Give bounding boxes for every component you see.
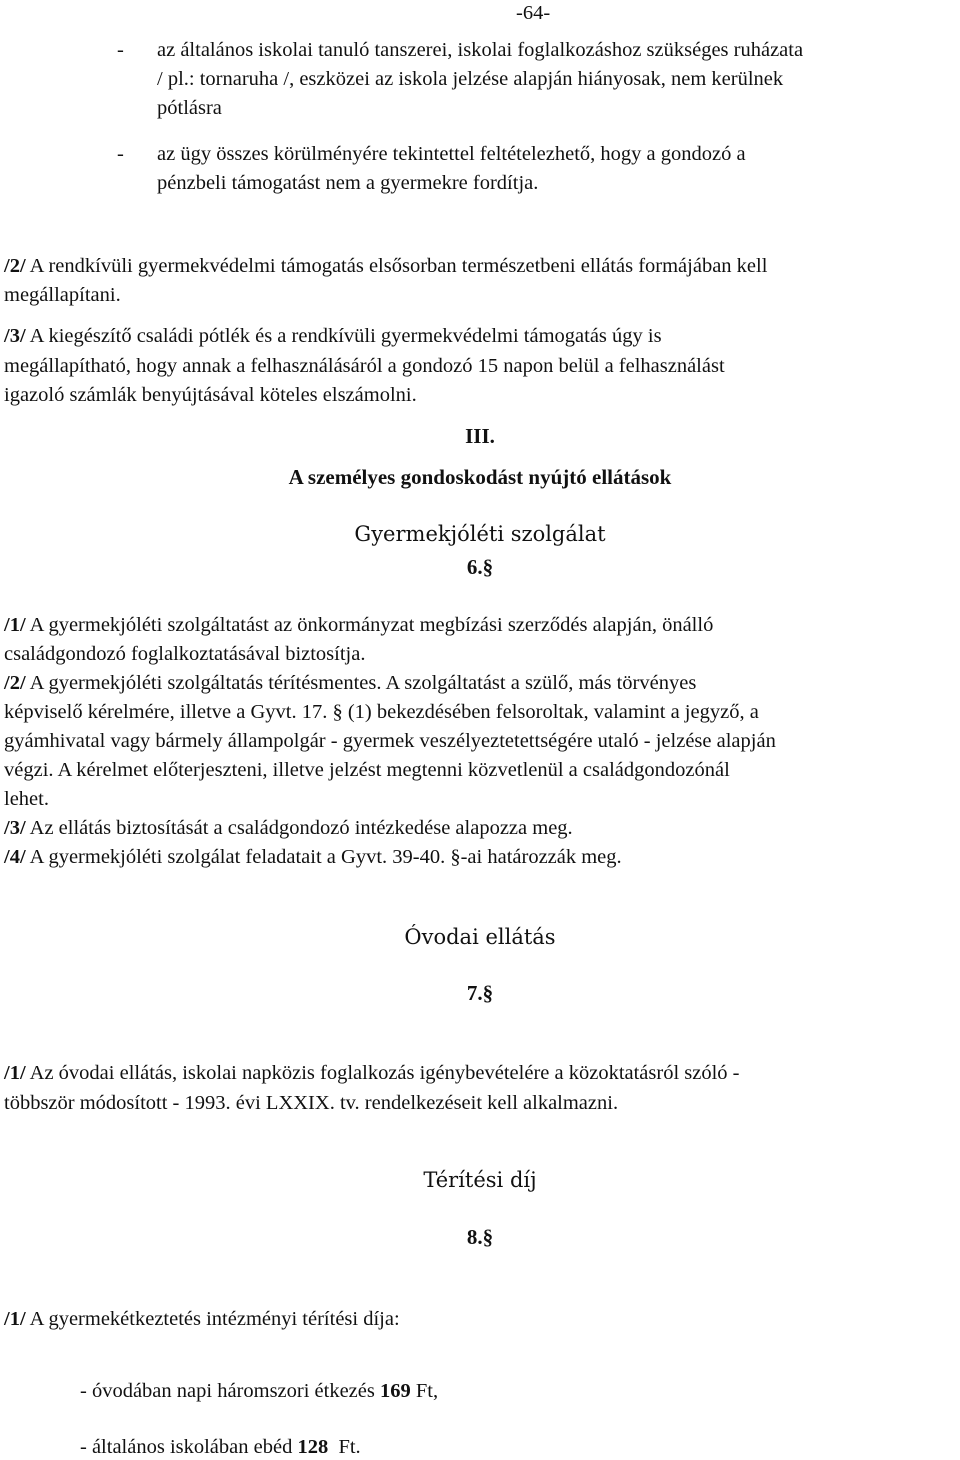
list-item bbox=[80, 1378, 438, 1404]
list-item bbox=[80, 1434, 361, 1460]
paragraph-line bbox=[4, 670, 956, 696]
paragraph-text: A gyermekétkeztetés intézményi térítési díja: bbox=[29, 1308, 400, 1330]
fee-value: 128 bbox=[297, 1436, 329, 1458]
paragraph-number: /2/ bbox=[4, 672, 26, 694]
paragraph-number: /3/ bbox=[4, 325, 26, 347]
list-item-line: az ügy összes körülményére tekintettel feltételezhető, hogy a gondozó a bbox=[157, 143, 746, 165]
paragraph-number: /1/ bbox=[4, 1308, 26, 1330]
section-title: A személyes gondoskodást nyújtó ellátások bbox=[288, 465, 672, 489]
paragraph-line: képviselő kérelmére, illetve a Gyvt. 17. § (1) bekezdésében felsoroltak, valamint a jegyző, a bbox=[4, 701, 759, 723]
paragraph-text: A rendkívüli gyermekvédelmi támogatás elsősorban természetbeni ellátás formájában kell bbox=[29, 255, 768, 277]
paragraph-line: lehet. bbox=[4, 788, 49, 810]
paragraph-sign: 8.§ bbox=[466, 1225, 494, 1249]
subsection-heading: Térítési díj bbox=[423, 1168, 537, 1192]
paragraph-line bbox=[4, 612, 956, 638]
paragraph-line: családgondozó foglalkoztatásával biztosítja. bbox=[4, 643, 366, 665]
paragraph-text: A gyermekjóléti szolgálat feladatait a Gyvt. 39-40. §-ai határozzák meg. bbox=[29, 846, 622, 868]
list-dash: - bbox=[117, 143, 124, 165]
list-item-line: az általános iskolai tanuló tanszerei, iskolai foglalkozáshoz szükséges ruházata bbox=[157, 39, 804, 61]
subsection-heading: Óvodai ellátás bbox=[404, 925, 556, 949]
fee-value: 169 bbox=[379, 1380, 411, 1402]
paragraph-number: /3/ bbox=[4, 817, 26, 839]
list-item-line: pénzbeli támogatást nem a gyermekre fordítja. bbox=[157, 172, 539, 194]
paragraph-line: megállapítani. bbox=[4, 284, 121, 306]
paragraph-line: igazoló számlák benyújtásával köteles elszámolni. bbox=[4, 384, 417, 406]
paragraph-line: többször módosított - 1993. évi LXXIX. tv. rendelkezéseit kell alkalmazni. bbox=[4, 1092, 619, 1114]
page-number: -64- bbox=[516, 2, 551, 24]
paragraph-line bbox=[4, 323, 662, 349]
list-item-line: / pl.: tornaruha /, eszközei az iskola jelzése alapján hiányosak, nem kerülnek bbox=[157, 68, 784, 90]
paragraph-text: A gyermekjóléti szolgáltatást az önkormányzat megbízási szerződés alapján, önálló bbox=[29, 614, 714, 636]
fee-label: - óvodában napi háromszori étkezés bbox=[80, 1380, 375, 1402]
paragraph-sign: 6.§ bbox=[466, 555, 494, 579]
paragraph-line: megállapítható, hogy annak a felhasználásáról a gondozó 15 napon belül a felhasználást bbox=[4, 355, 725, 377]
paragraph-text: Az óvodai ellátás, iskolai napközis foglalkozás igénybevételére a közoktatásról szóló - bbox=[29, 1062, 740, 1084]
list-dash: - bbox=[117, 39, 124, 61]
paragraph-line bbox=[4, 1306, 400, 1332]
paragraph-number: /1/ bbox=[4, 1062, 26, 1084]
subsection-heading: Gyermekjóléti szolgálat bbox=[354, 522, 606, 546]
paragraph-text: A kiegészítő családi pótlék és a rendkívüli gyermekvédelmi támogatás úgy is bbox=[29, 325, 662, 347]
paragraph-line bbox=[4, 844, 622, 870]
paragraph-line bbox=[4, 1060, 956, 1086]
fee-unit: Ft. bbox=[338, 1436, 361, 1458]
list-item-line: pótlásra bbox=[157, 97, 222, 119]
paragraph-text: Az ellátás biztosítását a családgondozó intézkedése alapozza meg. bbox=[29, 817, 573, 839]
paragraph-number: /4/ bbox=[4, 846, 26, 868]
paragraph-line bbox=[4, 815, 573, 841]
fee-unit: Ft, bbox=[415, 1380, 439, 1402]
paragraph-text: A gyermekjóléti szolgáltatás térítésmentes. A szolgáltatást a szülő, más törvényes bbox=[29, 672, 697, 694]
section-roman: III. bbox=[465, 424, 495, 448]
paragraph-line: gyámhivatal vagy bármely állampolgár - gyermek veszélyeztetettségére utaló - jelzése alapján bbox=[4, 730, 776, 752]
fee-label: - általános iskolában ebéd bbox=[80, 1436, 293, 1458]
paragraph-sign: 7.§ bbox=[466, 981, 494, 1005]
paragraph-line: végzi. A kérelmet előterjeszteni, illetve jelzést megtenni közvetlenül a családgondozónál bbox=[4, 759, 730, 781]
paragraph-number: /1/ bbox=[4, 614, 26, 636]
paragraph-line bbox=[4, 253, 956, 279]
paragraph-number: /2/ bbox=[4, 255, 26, 277]
